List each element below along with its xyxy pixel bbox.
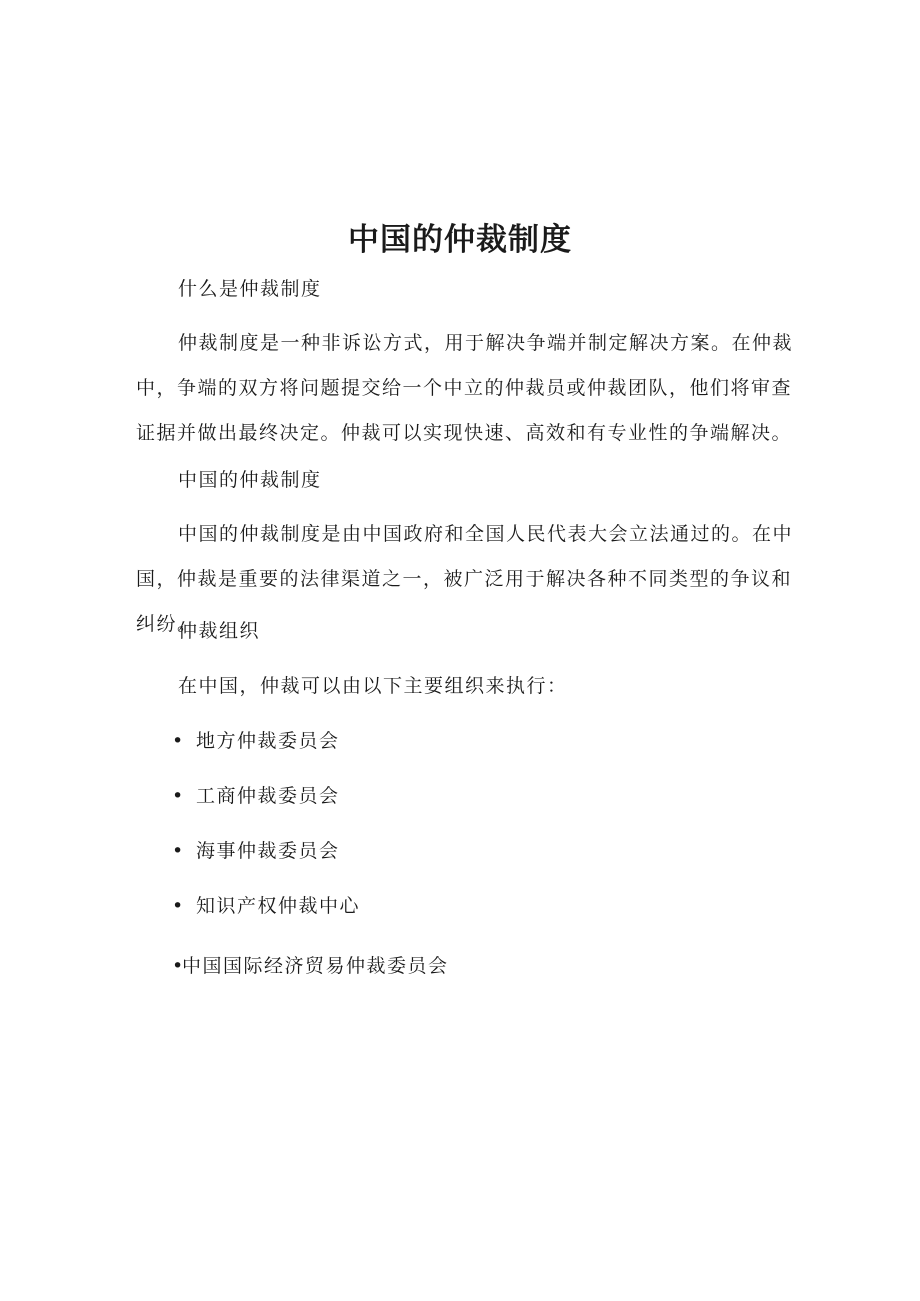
list-item [172, 774, 340, 819]
list-item-text: 工商仲裁委员会 [196, 785, 340, 807]
paragraph-china-system: 中国的仲裁制度是由中国政府和全国人民代表大会立法通过的。在中国，仲裁是重要的法律渠道之一，被广泛用于解决各种不同类型的争议和纠纷。 [136, 523, 794, 635]
bullet-icon: • [172, 840, 185, 862]
bullet-icon: • [172, 785, 185, 807]
bullet-icon: • [172, 730, 185, 752]
paragraph-definition: 仲裁制度是一种非诉讼方式，用于解决争端并制定解决方案。在仲裁中，争端的双方将问题提交给一个中立的仲裁员或仲裁团队，他们将审查证据并做出最终决定。仲裁可以实现快速、高效和有专业性的争端解决。 [136, 332, 794, 444]
list-item [172, 884, 360, 929]
list-item-text: 地方仲裁委员会 [196, 730, 340, 752]
list-item [172, 719, 340, 764]
paragraph-organizations-intro: 在中国，仲裁可以由以下主要组织来执行： [178, 675, 568, 697]
list-item-text: 中国国际经济贸易仲裁委员会 [182, 955, 449, 977]
list-item-text: 知识产权仲裁中心 [196, 895, 361, 917]
bullet-icon: • [172, 955, 185, 977]
list-item-text: 海事仲裁委员会 [196, 840, 340, 862]
section-heading-organizations: 仲裁组织 [178, 620, 261, 642]
section-heading-china: 中国的仲裁制度 [178, 469, 322, 491]
list-item [172, 944, 449, 989]
bullet-icon: • [172, 895, 185, 917]
list-item [172, 829, 340, 874]
section-heading-what-is: 什么是仲裁制度 [178, 278, 322, 300]
document-title: 中国的仲裁制度 [348, 222, 572, 258]
